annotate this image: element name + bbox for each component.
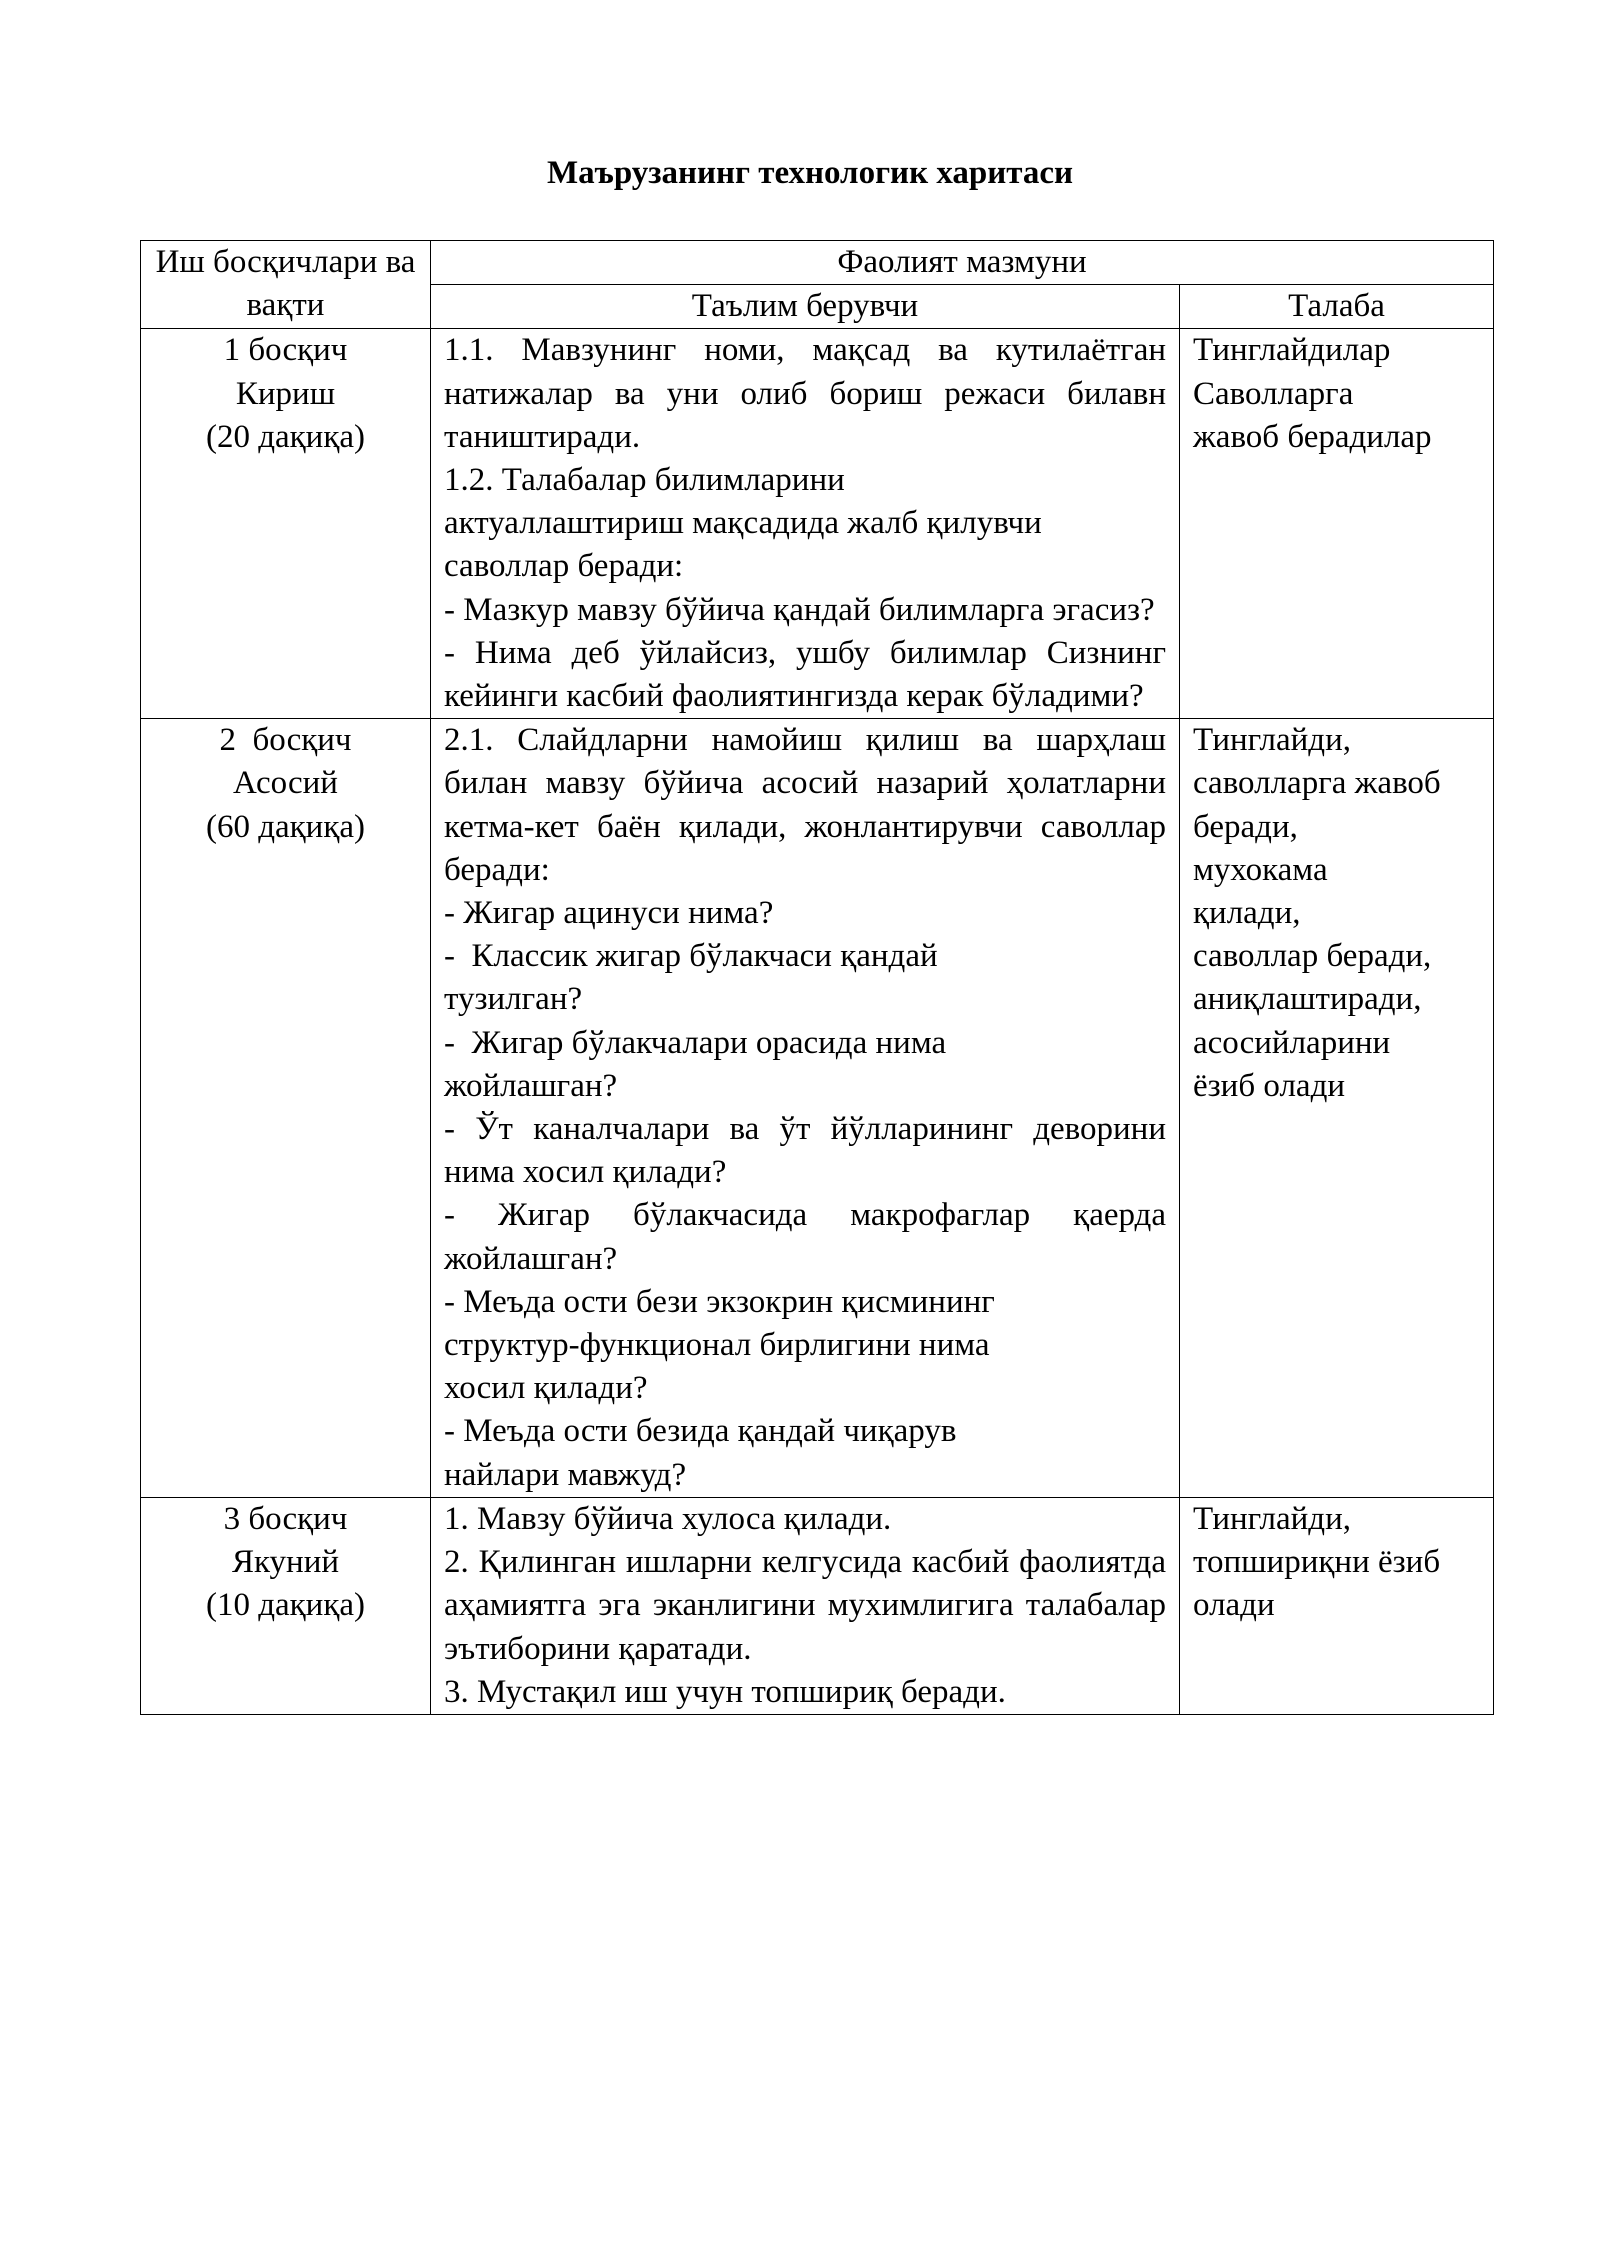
student-text: Тинглайдилар [1193, 332, 1391, 369]
stage-cell [141, 1497, 431, 1714]
table-row [141, 1497, 1494, 1714]
student-text: мухокама [1193, 851, 1328, 888]
teacher-text: - Нима деб ўйлайсиз, ушбу билимлар Сизнинг кейинги касбий фаолиятингизда керак бўладими? [444, 634, 1166, 715]
stage-name: Асосий [233, 765, 338, 802]
teacher-text: 1. Мавзу бўйича хулоса қилади. [444, 1500, 892, 1537]
header-teacher: Таълим берувчи [431, 285, 1180, 329]
stage-name: Кириш [235, 375, 336, 412]
document-title: Маърузанинг технологик харитаси [546, 155, 1074, 191]
teacher-text: 1.1. Мавзунинг номи, мақсад ва кутилаётган натижалар ва уни олиб бориш режаси билавн таништиради. [444, 332, 1166, 455]
teacher-text: жойлашган? [444, 1067, 618, 1104]
teacher-text: 3. Мустақил иш учун топшириқ беради. [444, 1673, 1006, 1710]
teacher-text: - Меъда ости бези экзокрин қисмининг [444, 1283, 995, 1320]
stage-number: 2 босқич [219, 722, 352, 759]
teacher-cell [431, 719, 1180, 1498]
teacher-cell [431, 329, 1180, 719]
table-row [141, 329, 1494, 719]
teacher-text: тузилган? [444, 981, 583, 1018]
student-text: ёзиб олади [1193, 1067, 1346, 1104]
stage-duration: (60 дақиқа) [205, 808, 366, 845]
table-row [141, 719, 1494, 1498]
student-text: қилади, [1193, 895, 1301, 932]
header-row-1 [141, 241, 1494, 285]
header-student: Талаба [1180, 285, 1494, 329]
teacher-text: 1.2. Талабалар билимларини [444, 462, 845, 499]
student-text: саволларга жавоб [1193, 765, 1441, 802]
student-cell [1180, 329, 1494, 719]
header-activity: Фаолият мазмуни [431, 241, 1494, 285]
student-text: беради, [1193, 808, 1298, 845]
stage-cell [141, 719, 431, 1498]
student-text: жавоб берадилар [1193, 418, 1432, 455]
student-text: топшириқни ёзиб [1193, 1544, 1441, 1581]
stage-number: 1 босқич [223, 332, 348, 369]
student-text: саволлар беради, [1193, 938, 1432, 975]
stage-duration: (10 дақиқа) [205, 1587, 366, 1624]
teacher-cell [431, 1497, 1180, 1714]
stage-cell [141, 329, 431, 719]
student-text: Саволларга [1193, 375, 1354, 412]
teacher-text: актуаллаштириш мақсадида жалб қилувчи [444, 505, 1042, 542]
teacher-text: - Жигар бўлакчалари орасида нима [444, 1024, 947, 1061]
header-stages: Иш босқичлари ва вақти [141, 241, 431, 329]
teacher-text: - Жигар бўлакчасида макрофаглар қаерда жойлашган? [444, 1197, 1166, 1277]
teacher-text: - Мазкур мавзу бўйича қандай билимларга эгасиз? [444, 591, 1155, 628]
student-text: асосийларини [1193, 1024, 1391, 1061]
student-text: олади [1193, 1587, 1275, 1624]
student-text: Тинглайди, [1193, 722, 1351, 759]
stage-name: Якуний [231, 1544, 340, 1581]
stage-number: 3 босқич [223, 1500, 348, 1537]
teacher-text: - Ўт каналчалари ва ўт йўлларининг деворини нима хосил қилади? [444, 1111, 1166, 1191]
student-cell [1180, 1497, 1494, 1714]
teacher-text: саволлар беради: [444, 548, 684, 585]
teacher-text: - Жигар ацинуси нима? [444, 895, 774, 932]
teacher-text: 2. Қилинган ишларни келгусида касбий фаолиятда аҳамиятга эга эканлигини мухимлигига талабалар эътиборини қаратади. [444, 1544, 1166, 1667]
teacher-text: - Меъда ости безида қандай чиқарув [444, 1413, 957, 1450]
student-text: аниқлаштиради, [1193, 981, 1422, 1018]
teacher-text: - Классик жигар бўлакчаси қандай [444, 938, 938, 975]
student-text: Тинглайди, [1193, 1500, 1351, 1537]
student-cell [1180, 719, 1494, 1498]
stage-duration: (20 дақиқа) [205, 418, 366, 455]
teacher-text: структур-функционал бирлигини нима [444, 1327, 990, 1364]
lecture-technology-map-table [140, 240, 1494, 1715]
teacher-text: хосил қилади? [444, 1370, 648, 1407]
teacher-text: 2.1. Слайдларни намойиш қилиш ва шарҳлаш билан мавзу бўйича асосий назарий ҳолатларни кетма-кет баён қилади, жонлантирувчи саволлар беради: [444, 722, 1166, 888]
teacher-text: найлари мавжуд? [444, 1456, 687, 1493]
